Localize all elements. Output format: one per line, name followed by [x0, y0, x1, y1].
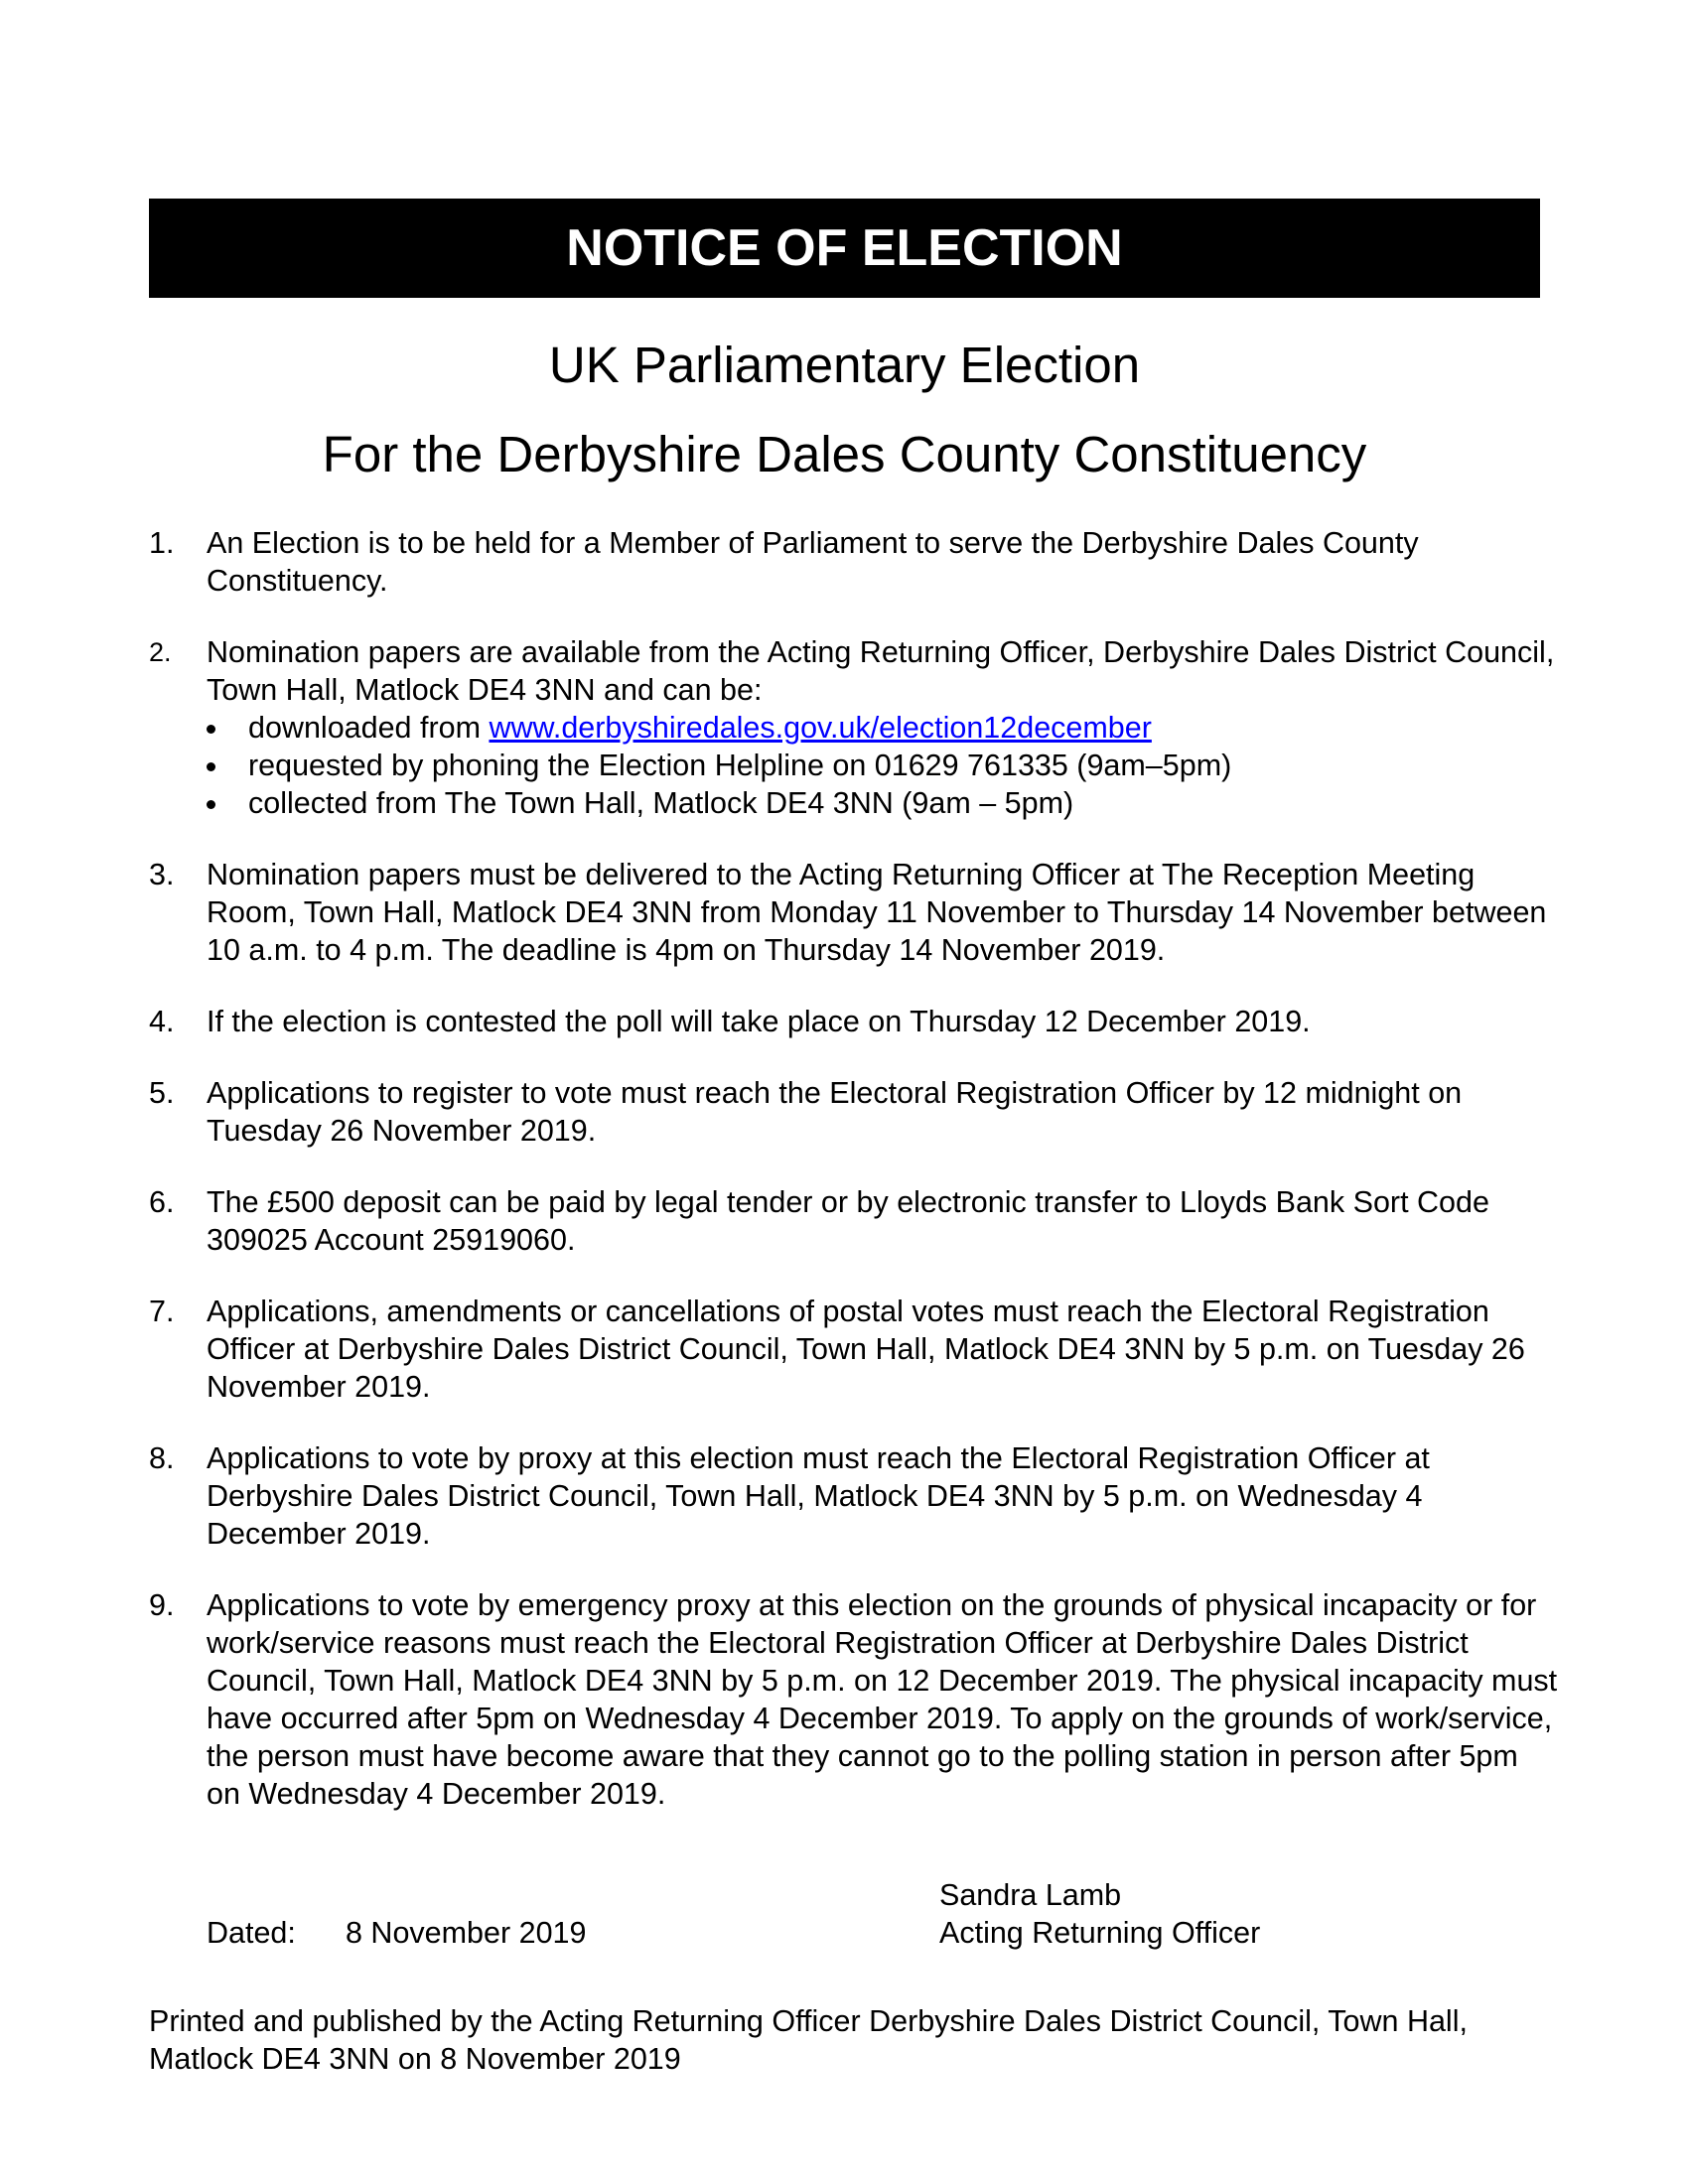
dated-value: 8 November 2019 — [346, 1916, 587, 1950]
item-text: Applications to vote by proxy at this election must reach the Electoral Registration Officer at Derbyshire Dales District Council, Town Hall, Matlock DE4 3NN by 5 p.m. on Wednesday 4 December 2019. — [207, 1441, 1430, 1551]
item-number: 5. — [149, 1076, 175, 1110]
notice-item-4 — [149, 1003, 1559, 1040]
bullet-item-collect — [207, 784, 1559, 822]
bullet-item-phone — [207, 747, 1559, 784]
bullet-text: collected from The Town Hall, Matlock DE4 3NN (9am – 5pm) — [248, 786, 1074, 820]
notice-item-2 — [149, 633, 1559, 822]
title-banner — [149, 199, 1540, 298]
item-text: Applications to vote by emergency proxy at this election on the grounds of physical incapacity or for work/service reasons must reach the Electoral Registration Officer at Derbyshire Dales District Council, Town Hall, Matlock DE4 3NN by 5 p.m. on 12 December 2019. The physical incapacity must have occurred after 5pm on Wednesday 4 December 2019. To apply on the grounds of work/service, the person must have become aware that they cannot go to the polling station in person after 5pm on Wednesday 4 December 2019. — [207, 1588, 1558, 1811]
notice-item-7 — [149, 1293, 1559, 1406]
signatory-name: Sandra Lamb — [939, 1878, 1122, 1912]
signoff-block — [149, 1866, 1559, 1985]
item-text: The £500 deposit can be paid by legal tender or by electronic transfer to Lloyds Bank Sort Code 309025 Account 25919060. — [207, 1185, 1489, 1257]
notice-item-8 — [149, 1439, 1559, 1553]
imprint-text: Printed and published by the Acting Returning Officer Derbyshire Dales District Council, Town Hall, Matlock DE4 3NN on 8 November 2019 — [149, 2004, 1468, 2076]
dated-label: Dated: — [207, 1916, 296, 1950]
item-body — [207, 633, 1559, 822]
nomination-sources-list — [207, 709, 1559, 822]
bullet-prefix: downloaded from — [248, 711, 490, 745]
item-text: Applications, amendments or cancellations of postal votes must reach the Electoral Registration Officer at Derbyshire Dales District Council, Town Hall, Matlock DE4 3NN by 5 p.m. on Tuesday 26 November 2019. — [207, 1295, 1525, 1404]
item-number: 6. — [149, 1185, 175, 1219]
item-text: An Election is to be held for a Member of Parliament to serve the Derbyshire Dales County Constituency. — [207, 526, 1419, 598]
item-number: 2. — [149, 637, 172, 667]
notice-item-3 — [149, 856, 1559, 969]
item-text: If the election is contested the poll will take place on Thursday 12 December 2019. — [207, 1005, 1311, 1038]
constituency-heading: For the Derbyshire Dales County Constituency — [322, 426, 1367, 482]
item-number: 3. — [149, 858, 175, 891]
item-number: 4. — [149, 1005, 175, 1038]
bullet-item-download — [207, 709, 1559, 747]
notice-item-1 — [149, 524, 1559, 600]
notice-item-5 — [149, 1074, 1559, 1150]
election-website-link[interactable]: www.derbyshiredales.gov.uk/election12december — [489, 711, 1152, 745]
item-text: Nomination papers are available from the Acting Returning Officer, Derbyshire Dales District Council, Town Hall, Matlock DE4 3NN and can be: — [207, 635, 1555, 707]
page-title: NOTICE OF ELECTION — [566, 219, 1123, 277]
notice-items-list — [149, 524, 1559, 1846]
item-number: 1. — [149, 526, 175, 560]
item-text: Applications to register to vote must reach the Electoral Registration Officer by 12 midnight on Tuesday 26 November 2019. — [207, 1076, 1463, 1148]
item-number: 8. — [149, 1441, 175, 1475]
item-number: 9. — [149, 1588, 175, 1622]
notice-item-6 — [149, 1183, 1559, 1259]
item-number: 7. — [149, 1295, 175, 1328]
notice-item-9 — [149, 1586, 1559, 1813]
item-text: Nomination papers must be delivered to the Acting Returning Officer at The Reception Meeting Room, Town Hall, Matlock DE4 3NN from Monday 11 November to Thursday 14 November between 10 a.m. to 4 p.m. The deadline is 4pm on Thursday 14 November 2019. — [207, 858, 1547, 967]
bullet-text: requested by phoning the Election Helpline on 01629 761335 (9am–5pm) — [248, 749, 1232, 782]
election-type-heading: UK Parliamentary Election — [548, 337, 1141, 393]
signatory-role: Acting Returning Officer — [939, 1916, 1261, 1950]
